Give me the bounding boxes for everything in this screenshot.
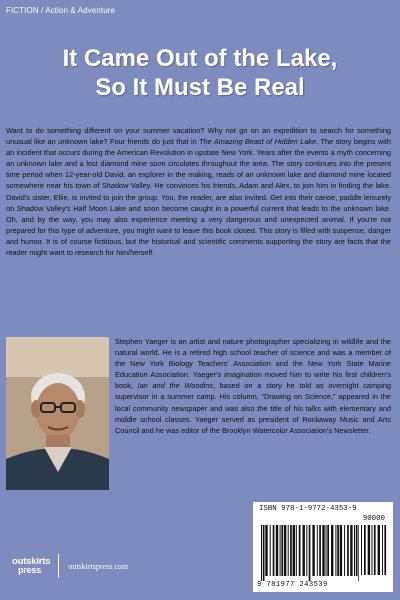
barcode-bar	[374, 525, 376, 575]
publisher-divider	[58, 554, 59, 578]
ean-barcode	[261, 525, 359, 581]
barcode-bar	[281, 525, 283, 576]
barcode-bar	[309, 525, 311, 581]
book-description-text-1: Want to do something different on your summer vacation? Why not go on an expedition to search for something unusual like an unknown lake? Four friends do just that in	[6, 126, 391, 147]
ean-digits: 9 781977 243539	[257, 581, 328, 589]
barcode-bar	[361, 525, 362, 575]
publisher-logo-line-2: press	[18, 565, 42, 575]
isbn-number: ISBN 978-1-9772-4353-9	[259, 505, 357, 513]
barcode-bar	[331, 525, 333, 576]
barcode-bar	[288, 525, 289, 576]
isbn-barcode-box	[253, 502, 393, 592]
category-label: FICTION / Action & Adventure	[6, 6, 116, 15]
publisher-logo-line-1: outskirts	[12, 556, 51, 567]
barcode-bar	[270, 525, 271, 576]
barcode-bar	[364, 525, 366, 575]
publisher-logo	[12, 557, 50, 575]
barcode-bar	[284, 525, 286, 576]
barcode-bar	[317, 525, 318, 576]
barcode-bar	[327, 525, 329, 576]
barcode-bar	[261, 525, 262, 581]
author-bio-title: Ian and the Woodins	[137, 381, 213, 391]
barcode-bar	[290, 525, 292, 576]
price-barcode	[361, 525, 387, 575]
barcode-bar	[344, 525, 345, 576]
barcode-bar	[378, 525, 380, 575]
author-bio-text-1: Stephen Yaeger is an artist and nature photographer specializing in wildlife and the natural world. He is a retired high school teacher of science and was a member of the New York Biology Teachers' Association and the New York State Marine Education Association. Yaeger's imagination moved him to write his first children's book,	[115, 337, 391, 391]
barcode-bar	[354, 525, 355, 576]
book-title-line-1: It Came Out of the Lake,	[62, 45, 338, 72]
barcode-bar	[263, 525, 265, 581]
barcode-bar	[299, 525, 301, 576]
publisher-footer	[12, 552, 128, 580]
barcode-bar	[368, 525, 370, 575]
author-bio	[115, 336, 391, 436]
barcode-bar	[358, 525, 359, 581]
barcode-bar	[340, 525, 342, 576]
barcode-bar	[306, 525, 307, 576]
barcode-bar	[322, 525, 324, 576]
book-description	[6, 125, 391, 258]
barcode-bar	[293, 525, 295, 576]
author-photo	[6, 337, 109, 490]
book-title	[0, 44, 400, 102]
barcode-bar	[312, 525, 314, 576]
author-bio-text-2: , based on a story he told as overnight camping supervisor in a summer camp. His column, “Drawing on Science,” appeared in the local community newspaper and was also the title of his talks with elementary and middle school classes. Yaeger served as president of Rockaway Music and Arts Council and he was editor of the Brooklyn Watercolor Association's Newsletter.	[115, 381, 391, 435]
barcode-bar	[303, 525, 305, 576]
barcode-bar	[356, 525, 358, 576]
barcode-bar	[337, 525, 339, 576]
barcode-bar	[273, 525, 275, 576]
publisher-url: outskirtspress.com	[68, 561, 129, 571]
barcode-bar	[280, 525, 281, 576]
barcode-bar	[350, 525, 352, 576]
barcode-bar	[326, 525, 327, 576]
barcode-bar	[347, 525, 349, 576]
barcode-bar	[382, 525, 383, 575]
author-portrait-image	[6, 337, 109, 490]
barcode-bar	[372, 525, 373, 575]
book-description-text-2: . The story begins with an incident that occurs during the American Revolution in upstate New York. Years after the events a myth concerning an unknown lake and a lost diamond mine soon circulates throughout the area. The story continues into the present time period when 12-year-old David, an explorer in the making, reads of an unknown lake and diamond mine located somewhere near his town of Shadow Valley. He convinces his friends, Adam and Alex, to join him in finding the lake. David's sister, Ellie, is invited to join the group. You, the reader, are also invited. Get into their canoe, paddle leisurely on Shadow Valley's Half Moon Lake and soon become caught in a powerful current that leads to the unknown lake. Oh, and by the way, you may also experience meeting a very dangerous and unexpected animal. If you're not prepared for this type of adventure, you might want to leave this book closed. This story is filled with suspense, danger and humor. It is of course fictitious, but the historical and scientific comments supporting the story are facts that the reader might want to research for him/herself.	[6, 137, 391, 258]
barcode-bar	[265, 525, 267, 576]
price-code: 90000	[362, 515, 385, 523]
barcode-bar	[276, 525, 278, 576]
barcode-bar	[335, 525, 336, 576]
barcode-bar	[319, 525, 321, 576]
barcode-bar	[384, 525, 386, 575]
barcode-bar	[296, 525, 297, 576]
book-title-line-2: So It Must Be Real	[95, 74, 305, 101]
book-description-title: The Amazing Beast of Hidden Lake	[199, 137, 317, 147]
